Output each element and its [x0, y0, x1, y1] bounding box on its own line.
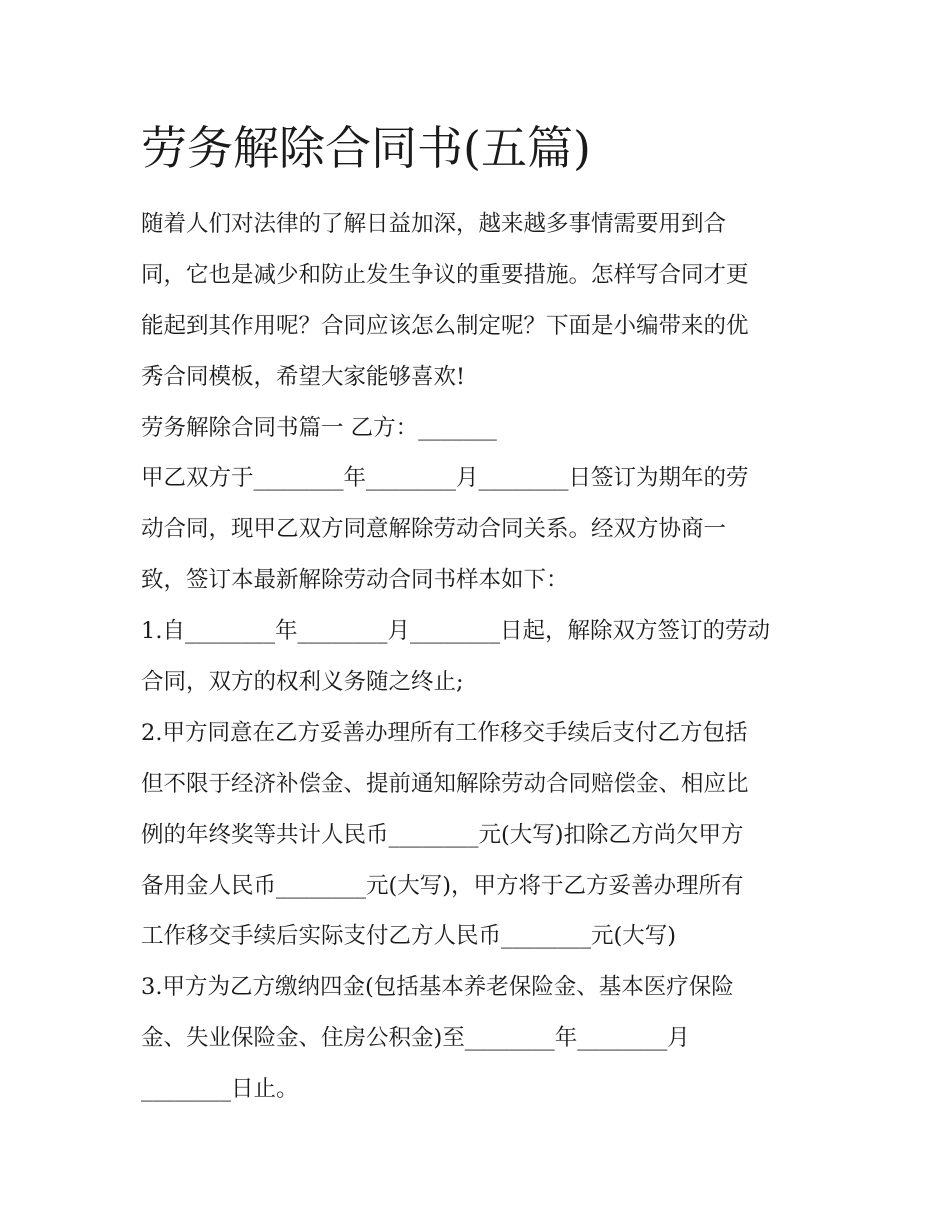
preamble-line-2: 动合同，现甲乙双方同意解除劳动合同关系。经双方协商一: [141, 516, 727, 543]
section-heading-line: 劳务解除合同书篇一 乙方：_______: [141, 414, 497, 441]
clause-1-line-2: 合同，双方的权利义务随之终止;: [141, 669, 464, 696]
intro-line-2: 同，它也是减少和防止发生争议的重要措施。怎样写合同才更: [141, 261, 749, 288]
clause-2-line-4: 备用金人民币________元(大写)，甲方将于乙方妥善办理所有: [141, 872, 744, 899]
clause-2-line-3: 例的年终奖等共计人民币________元(大写)扣除乙方尚欠甲方: [141, 821, 744, 848]
preamble-line-1: 甲乙双方于________年________月________日签订为期年的劳: [141, 465, 749, 492]
preamble-line-3: 致，签订本最新解除劳动合同书样本如下：: [141, 567, 569, 594]
document-body: [141, 199, 841, 1115]
clause-3-line-3: ________日止。: [141, 1076, 299, 1103]
clause-3-line-2: 金、失业保险金、住房公积金)至________年________月: [141, 1025, 690, 1052]
intro-line-1: 随着人们对法律的了解日益加深，越来越多事情需要用到合: [141, 211, 727, 237]
intro-line-4: 秀合同模板，希望大家能够喜欢!: [141, 363, 466, 390]
clause-1-line-1: 1.自________年________月________日起，解除双方签订的劳动: [141, 618, 770, 645]
document-title: 劳务解除合同书(五篇): [141, 121, 591, 175]
clause-2-line-1: 2.甲方同意在乙方妥善办理所有工作移交手续后支付乙方包括: [141, 719, 748, 746]
clause-2-line-5: 工作移交手续后实际支付乙方人民币________元(大写): [141, 923, 677, 950]
intro-line-3: 能起到其作用呢？合同应该怎么制定呢？下面是小编带来的优: [141, 312, 749, 339]
clause-2-line-2: 但不限于经济补偿金、提前通知解除劳动合同赔偿金、相应比: [141, 770, 749, 797]
clause-3-line-1: 3.甲方为乙方缴纳四金(包括基本养老保险金、基本医疗保险: [141, 974, 734, 1001]
